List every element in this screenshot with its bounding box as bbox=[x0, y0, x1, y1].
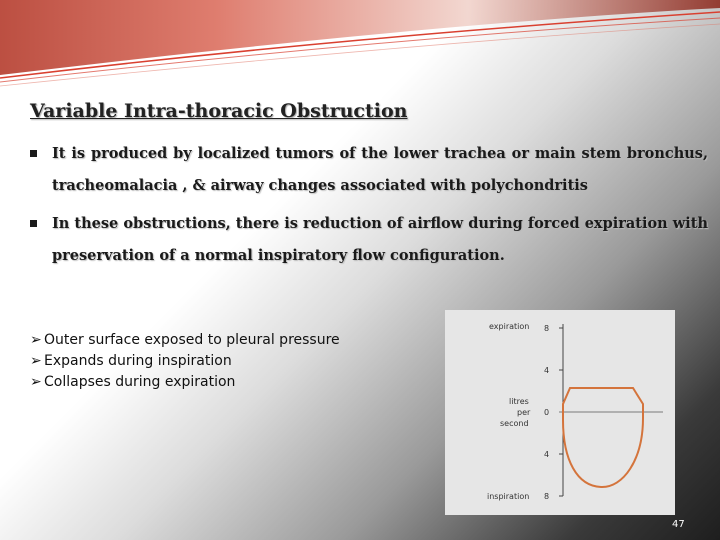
arrow-point bbox=[30, 372, 340, 393]
bullet-text: In these obstructions, there is reduction of airflow during forced expiration with preservation of a normal inspiratory flow configuration. bbox=[52, 215, 708, 264]
tick-label: 8 bbox=[544, 492, 550, 501]
tick-label: 4 bbox=[544, 366, 550, 375]
arrow-point-list bbox=[30, 330, 340, 393]
square-bullet-icon bbox=[30, 220, 37, 227]
inspiration-label: inspiration bbox=[487, 492, 530, 501]
expiration-label: expiration bbox=[489, 322, 530, 331]
flow-volume-loop-figure bbox=[445, 310, 675, 515]
arrow-bullet-icon: ➢ bbox=[30, 353, 42, 369]
arrow-bullet-icon: ➢ bbox=[30, 374, 42, 390]
point-text: Expands during inspiration bbox=[44, 353, 232, 369]
flow-volume-loop bbox=[563, 388, 643, 487]
slide-title: Variable Intra-thoracic Obstruction bbox=[30, 100, 408, 122]
axis-label-per: per bbox=[517, 408, 531, 417]
tick-label: 0 bbox=[544, 408, 550, 417]
tick-label: 4 bbox=[544, 450, 550, 459]
page-number: 47 bbox=[672, 519, 685, 530]
axis-label-litres: litres bbox=[509, 397, 529, 406]
tick-label: 8 bbox=[544, 324, 550, 333]
bullet-list bbox=[30, 138, 708, 278]
bullet-item bbox=[30, 138, 708, 202]
point-text: Collapses during expiration bbox=[44, 374, 236, 390]
axis-label-second: second bbox=[500, 419, 529, 428]
square-bullet-icon bbox=[30, 150, 37, 157]
bullet-item bbox=[30, 208, 708, 272]
bullet-text: It is produced by localized tumors of the lower trachea or main stem bronchus, tracheomalacia , & airway changes associated with polychondritis bbox=[52, 145, 708, 194]
arrow-point bbox=[30, 351, 340, 372]
header-decoration bbox=[0, 0, 720, 90]
point-text: Outer surface exposed to pleural pressure bbox=[44, 332, 340, 348]
arrow-bullet-icon: ➢ bbox=[30, 332, 42, 348]
arrow-point bbox=[30, 330, 340, 351]
